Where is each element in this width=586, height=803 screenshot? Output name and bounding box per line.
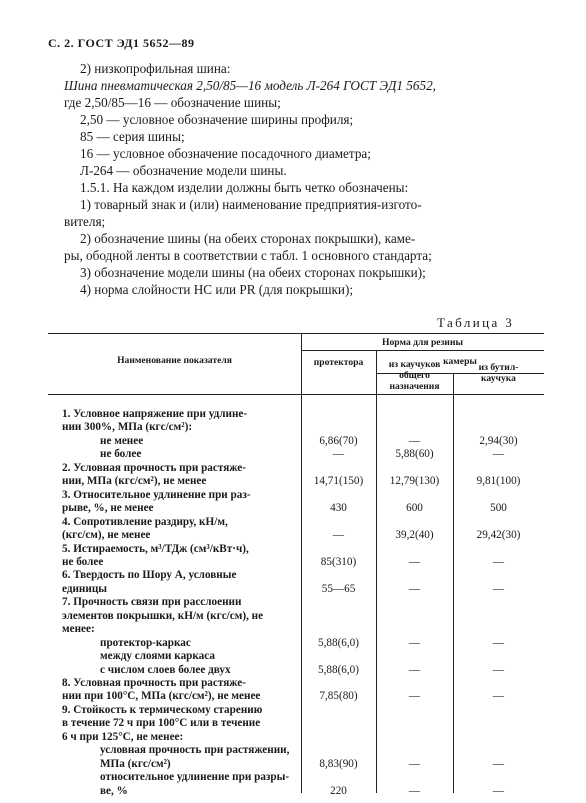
text-line: Л-264 — обозначение модели шины. xyxy=(80,163,287,178)
row-value: 6,86(70) xyxy=(319,434,358,447)
row-value: — xyxy=(408,690,421,703)
row-label: нии 300%, МПа (кгс/см²): xyxy=(62,421,193,434)
header-norm: Норма для резины xyxy=(382,337,463,348)
row-value: 430 xyxy=(330,502,347,515)
row-label: между слоями каркаса xyxy=(100,650,215,663)
row-value: 8,83(90) xyxy=(319,757,358,770)
row-label: относительное удлинение при разры- xyxy=(100,771,290,784)
row-value: — xyxy=(332,448,345,461)
row-value: 85(310) xyxy=(320,555,357,568)
row-value: — xyxy=(408,663,421,676)
row-value: — xyxy=(492,448,505,461)
row-value: — xyxy=(492,757,505,770)
header-protector: протектора xyxy=(313,357,364,368)
header-chambers: камеры xyxy=(443,356,477,367)
row-value: — xyxy=(408,582,421,595)
text-line: 16 — условное обозначение посадочного диаметра; xyxy=(80,146,371,161)
table-rule xyxy=(48,394,544,395)
row-value: 29,42(30) xyxy=(476,529,521,542)
row-value: 500 xyxy=(490,502,507,515)
table-caption: Таблица 3 xyxy=(437,315,515,330)
text-line: 2) обозначение шины (на обеих сторонах покрышки), каме- xyxy=(80,231,416,246)
table-rule xyxy=(48,333,544,334)
row-label: 1. Условное напряжение при удлине- xyxy=(62,408,248,420)
row-label: 9. Стойкость к термическому старению xyxy=(62,703,263,716)
row-value: — xyxy=(492,690,505,703)
row-value: 5,88(6,0) xyxy=(317,636,359,649)
row-value: 2,94(30) xyxy=(479,434,518,447)
header-line: из бутил- xyxy=(478,362,519,373)
row-value: — xyxy=(408,636,421,649)
page-header: С. 2. ГОСТ ЭД1 5652—89 xyxy=(48,36,195,50)
row-value: — xyxy=(492,784,505,797)
text-line: ры, ободной ленты в соответствии с табл. 1 основного стандарта; xyxy=(64,248,432,263)
row-label: 5. Истираемость, м³/ТДж (см³/кВт·ч), xyxy=(62,542,249,555)
row-label: МПа (кгс/см²) xyxy=(100,757,171,770)
row-label: 6 ч при 125°С, не менее: xyxy=(62,730,184,743)
text-line: 85 — серия шины; xyxy=(80,129,185,144)
row-value: — xyxy=(492,663,505,676)
row-value: — xyxy=(408,757,421,770)
row-label: протектор-каркас xyxy=(100,636,191,649)
header-general-rubber xyxy=(376,358,453,392)
row-label: 2. Условная прочность при растяже- xyxy=(62,461,246,474)
text-line: 2,50 — условное обозначение ширины профиля; xyxy=(80,112,354,127)
row-label: рыве, %, не менее xyxy=(62,502,154,515)
row-value: 12,79(130) xyxy=(389,475,440,488)
row-label: 3. Относительное удлинение при раз- xyxy=(62,488,251,501)
row-value: — xyxy=(332,529,345,542)
text-line: 4) норма слойности НС или PR (для покрышки); xyxy=(80,282,354,297)
row-value: 600 xyxy=(406,502,423,515)
row-label: единицы xyxy=(62,582,107,595)
text-line: 1) товарный знак и (или) наименование предприятия-изгото- xyxy=(80,197,422,212)
header-butyl-rubber xyxy=(453,360,544,384)
row-value: — xyxy=(492,636,505,649)
text-line: 1.5.1. На каждом изделии должны быть четко обозначены: xyxy=(80,180,409,195)
row-label: 8. Условная прочность при растяже- xyxy=(62,677,246,689)
row-label: 6. Твердость по Шору А, условные xyxy=(62,569,237,582)
row-value: 7,85(80) xyxy=(319,690,358,703)
row-label: условная прочность при растяжении, xyxy=(100,744,290,757)
header-line: из каучуков xyxy=(388,359,441,370)
row-label: не более xyxy=(100,448,142,461)
text-line: вителя; xyxy=(64,214,106,229)
header-name: Наименование показателя xyxy=(117,355,232,366)
row-value: 55—65 xyxy=(321,582,356,595)
row-label: 7. Прочность связи при расслоении xyxy=(62,596,242,609)
text-line: 3) обозначение модели шины (на обеих сторонах покрышки); xyxy=(80,265,426,280)
row-value: 14,71(150) xyxy=(313,475,364,488)
row-value: — xyxy=(492,582,505,595)
row-label: не менее xyxy=(100,434,144,447)
row-label: менее: xyxy=(62,623,95,636)
row-label: (кгс/см), не менее xyxy=(62,529,151,542)
row-value: 5,88(6,0) xyxy=(317,663,359,676)
row-label: 4. Сопротивление раздиру, кН/м, xyxy=(62,515,228,528)
row-label: нии при 100°С, МПа (кгс/см²), не менее xyxy=(62,690,261,703)
properties-table xyxy=(48,333,544,797)
row-value: — xyxy=(408,555,421,568)
row-label: элементов покрышки, кН/м (кгс/см), не xyxy=(62,609,264,622)
row-value: — xyxy=(492,555,505,568)
text-line: 2) низкопрофильная шина: xyxy=(80,61,231,76)
row-label: ве, % xyxy=(100,784,128,797)
table-rule xyxy=(376,350,377,793)
row-value: 39,2(40) xyxy=(395,529,434,542)
row-value: 9,81(100) xyxy=(476,475,521,488)
text-line: Шина пневматическая 2,50/85—16 модель Л-264 ГОСТ ЭД1 5652, xyxy=(64,78,436,93)
row-value: 220 xyxy=(330,784,347,797)
row-label: не более xyxy=(62,555,104,568)
table-rule xyxy=(301,350,544,351)
row-label: с числом слоев более двух xyxy=(100,663,231,676)
row-value: — xyxy=(408,784,421,797)
header-line: назначения xyxy=(389,381,440,392)
header-line: каучука xyxy=(481,373,516,384)
row-label: в течение 72 ч при 100°С или в течение xyxy=(62,717,261,730)
row-value: 5,88(60) xyxy=(395,448,434,461)
row-value: — xyxy=(408,434,421,447)
header-line: общего xyxy=(399,370,430,381)
row-label: нии, МПа (кгс/см²), не менее xyxy=(62,475,207,488)
text-line: где 2,50/85—16 — обозначение шины; xyxy=(64,95,281,110)
